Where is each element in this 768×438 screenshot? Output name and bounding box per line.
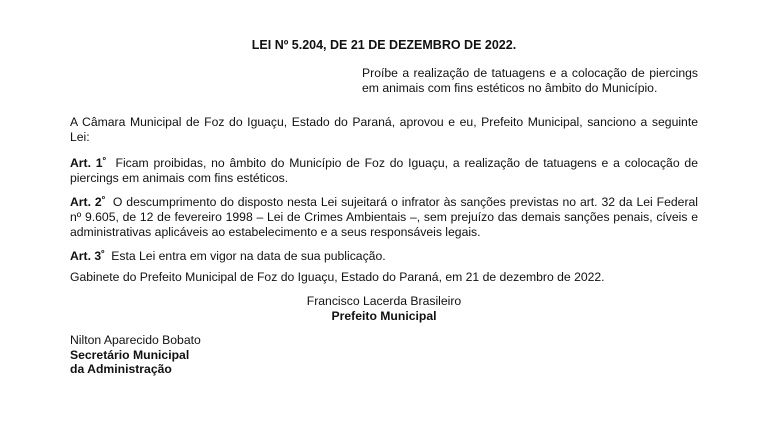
article-1 (70, 153, 698, 186)
preamble: A Câmara Municipal de Foz do Iguaçu, Estado do Paraná, aprovou e eu, Prefeito Municipal, sanciono a seguinte Lei: (70, 115, 698, 144)
signer-secretary-role-line2: da Administração (70, 362, 172, 376)
law-title: LEI Nº 5.204, DE 21 DE DEZEMBRO DE 2022. (251, 38, 517, 52)
article-3 (70, 246, 698, 264)
article-2-text: O descumprimento do disposto nesta Lei sujeitará o infrator às sanções previstas no art. 32 da Lei Federal nº 9.605, de 12 de fevereiro 1998 – Lei de Crimes Ambientais –, sem prejuízo das demais sanções penais, cíveis e administrativas aplicáveis ao estabelecimento e a seus responsáveis legais. (70, 195, 698, 239)
signer-mayor-name: Francisco Lacerda Brasileiro (306, 294, 462, 308)
law-summary: Proíbe a realização de tatuagens e a colocação de piercings em animais com fins estéticos no âmbito do Município. (362, 66, 698, 95)
signer-secretary-name: Nilton Aparecido Bobato (70, 333, 201, 347)
signer-secretary-role-line1: Secretário Municipal (70, 348, 190, 362)
signer-mayor-role: Prefeito Municipal (331, 309, 437, 323)
article-2 (70, 192, 698, 240)
article-1-text: Ficam proibidas, no âmbito do Município de Foz do Iguaçu, a realização de tatuagens e a colocação de piercings em animais com fins estéticos. (70, 156, 698, 185)
article-2-label: Art. $2^º$ (70, 194, 105, 209)
article-3-text: Esta Lei entra em vigor na data de sua publicação. (111, 249, 386, 263)
closing-statement: Gabinete do Prefeito Municipal de Foz do Iguaçu, Estado do Paraná, em 21 de dezembro de 2022. (70, 270, 605, 284)
article-1-label: Art. $1^º$ (70, 155, 106, 170)
article-3-label: Art. $3^º$ (70, 248, 105, 263)
